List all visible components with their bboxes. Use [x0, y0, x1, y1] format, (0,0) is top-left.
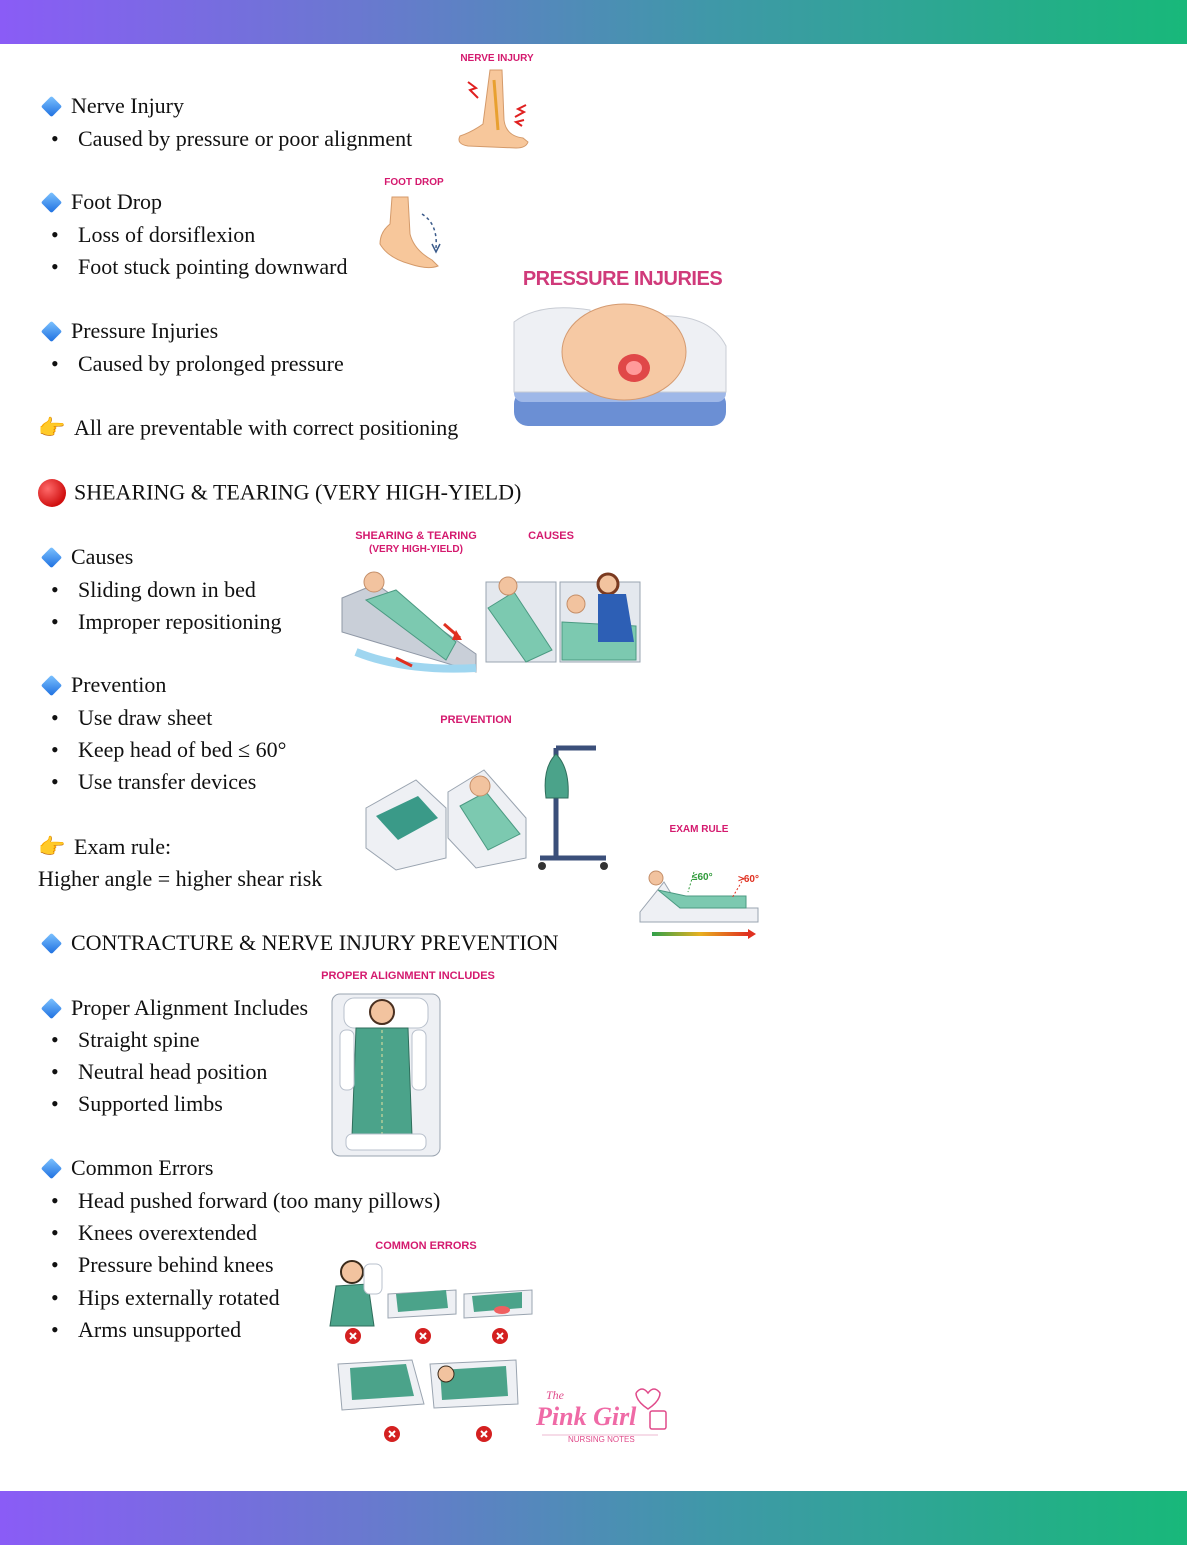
list-item: • Foot stuck pointing downward: [78, 254, 348, 280]
list-item: • Straight spine: [78, 1027, 200, 1053]
pressure-injuries-illustration: PRESSURE INJURIES: [500, 262, 750, 437]
list-item: • Sliding down in bed: [78, 577, 256, 603]
exam-rule-illustration: EXAM RULE ≤60° >60°: [634, 812, 766, 942]
alignment-title: Proper Alignment Includes: [38, 995, 308, 1021]
top-gradient-bar: [0, 0, 1187, 44]
nerve-injury-illustration: NERVE INJURY: [428, 50, 566, 155]
prevention-illustration: PREVENTION: [356, 708, 618, 893]
list-item: • Neutral head position: [78, 1059, 267, 1085]
shearing-causes-illustration: SHEARING & TEARING (VERY HIGH-YIELD) CAUSES: [336, 522, 646, 692]
pointing-hand-icon: 👉: [38, 415, 66, 440]
pointing-hand-icon: 👉: [38, 834, 66, 859]
transfer-devices-icon: [356, 708, 618, 893]
list-item: • Improper repositioning: [78, 609, 281, 635]
exam-rule-title: 👉 Exam rule:: [38, 834, 172, 859]
foot-nerve-icon: [428, 50, 566, 155]
blue-diamond-icon: [41, 96, 62, 117]
blue-diamond-icon: [41, 321, 62, 342]
list-item: • Keep head of bed ≤ 60°: [78, 737, 286, 763]
aligned-patient-icon: [320, 966, 486, 1162]
list-item: • Use transfer devices: [78, 769, 256, 795]
blue-diamond-icon: [41, 675, 62, 696]
logo-the: The: [546, 1388, 564, 1402]
alignment-illustration: PROPER ALIGNMENT INCLUDES: [320, 966, 486, 1162]
red-circle-icon: [38, 479, 66, 507]
logo-pink-girl: Pink Girl: [536, 1402, 637, 1431]
stethoscope-heart-icon: [528, 1385, 673, 1445]
shearing-heading: SHEARING & TEARING (VERY HIGH-YIELD): [38, 479, 521, 510]
blue-diamond-icon: [41, 192, 62, 213]
list-item: • Loss of dorsiflexion: [78, 222, 255, 248]
exam-rule-text: Higher angle = higher shear risk: [38, 866, 323, 891]
positioning-errors-icon: [316, 1234, 538, 1454]
pink-girl-logo: [528, 1385, 673, 1445]
pressure-injuries-title: Pressure Injuries: [38, 318, 218, 344]
list-item: • Arms unsupported: [78, 1317, 241, 1343]
list-item: • Use draw sheet: [78, 705, 212, 731]
list-item: • Knees overextended: [78, 1220, 257, 1246]
list-item: • Supported limbs: [78, 1091, 223, 1117]
logo-nursing-notes: NURSING NOTES: [568, 1435, 635, 1444]
causes-title: Causes: [38, 544, 133, 570]
foot-drop-title: Foot Drop: [38, 189, 162, 215]
prevention-title: Prevention: [38, 672, 166, 698]
list-item: • Caused by prolonged pressure: [78, 351, 344, 377]
list-item: • Hips externally rotated: [78, 1285, 280, 1311]
list-item: • Head pushed forward (too many pillows): [78, 1188, 440, 1214]
contracture-heading: CONTRACTURE & NERVE INJURY PREVENTION: [38, 930, 559, 956]
blue-diamond-icon: [41, 933, 62, 954]
list-item: • Pressure behind knees: [78, 1252, 274, 1278]
preventable-note: 👉 All are preventable with correct positioning: [38, 415, 459, 440]
bottom-gradient-bar: [0, 1491, 1187, 1545]
blue-diamond-icon: [41, 547, 62, 568]
blue-diamond-icon: [41, 1158, 62, 1179]
errors-title: Common Errors: [38, 1155, 213, 1181]
foot-drop-illustration: FOOT DROP: [362, 172, 466, 272]
common-errors-illustration: COMMON ERRORS: [316, 1234, 538, 1454]
list-item: • Caused by pressure or poor alignment: [78, 126, 412, 152]
blue-diamond-icon: [41, 998, 62, 1019]
nerve-injury-title: Nerve Injury: [38, 93, 184, 119]
